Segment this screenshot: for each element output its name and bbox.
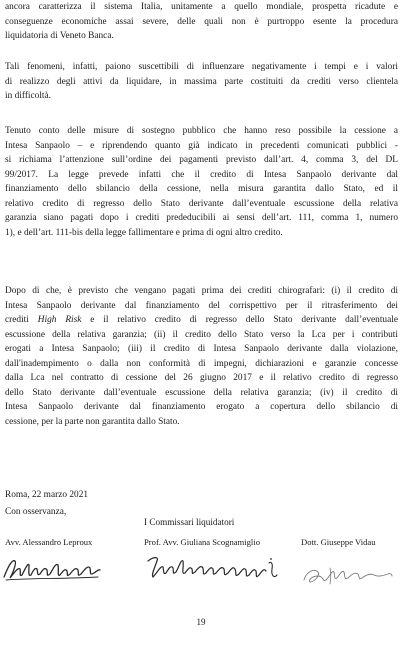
paragraph-line: relativo credito di regresso dello Stato derivante dall’eventuale escussione della relativa	[5, 198, 398, 209]
signatory-name: Prof. Avv. Giuliana Scognamiglio	[144, 537, 261, 547]
paragraph-line: Intesa Sanpaolo derivante dal finanziamento del corrispettivo per il ritrasferimento dei	[5, 300, 398, 311]
signature-scognamiglio	[145, 551, 295, 587]
paragraph-line: Tenuto conto delle misure di sostegno pubblico che hanno reso possibile la cessione a	[5, 126, 398, 136]
paragraph-1	[5, 0, 398, 44]
paragraph-line: garanzia siano pagati dopo i crediti prededucibili ai sensi dell’art. 111, comma 1, numero	[5, 213, 398, 224]
paragraph-line: cessione, per la parte non garantita dallo Stato.	[5, 416, 180, 427]
paragraph-line: 1), e dell’art. 111-bis della legge fallimentare e prima di ogni altro credito.	[5, 227, 283, 238]
paragraph-line: in difficoltà.	[5, 91, 52, 102]
paragraph-line: dall'inadempimento o dalla non conformità di impegni, dichiarazioni e garanzie concesse	[5, 358, 398, 369]
paragraph-line: dalla Lca nel contratto di cessione del 26 giugno 2017 e il relativo credito di regresso	[5, 373, 398, 384]
page-number: 19	[196, 617, 206, 627]
paragraph-2	[5, 60, 398, 104]
emphasis-text: High Risk	[37, 315, 82, 326]
paragraph-line: Tali fenomeni, infatti, paiono suscettibili di influenzare negativamente i tempi e i valori	[5, 62, 398, 72]
signature-leproux	[2, 553, 102, 587]
paragraph-line: Dopo di che, è previsto che vengano pagati prima dei crediti chirografari: (i) il credito di	[5, 286, 398, 296]
paragraph-line: crediti High Risk e il relativo credito di regresso dello Stato derivante dall’eventuale	[5, 315, 398, 326]
signature-vidau	[300, 560, 396, 588]
commissioners-title: I Commissari liquidatori	[144, 517, 235, 527]
paragraph-line: ancora caratterizza il sistema Italia, unitamente a quello mondiale, prospetta ricadute e	[5, 2, 398, 12]
salutation: Con osservanza,	[5, 507, 67, 517]
paragraph-line: conseguenze economiche assai severe, delle quali non è purtroppo esente la procedura	[5, 16, 398, 27]
paragraph-line: dello Stato derivante dall’eventuale escussione della relativa garanzia; (iv) il credito di	[5, 387, 398, 398]
paragraph-line: liquidatoria di Veneto Banca.	[5, 31, 114, 42]
paragraph-line: escussione della relativa garanzia; (ii) il credito dello Stato verso la Lca per i contributi	[5, 329, 398, 340]
signatory-name: Avv. Alessandro Leproux	[5, 537, 93, 547]
date-line: Roma, 22 marzo 2021	[5, 490, 89, 500]
paragraph-line: erogati a Intesa Sanpaolo; (iii) il credito di Intesa Sanpaolo derivante dalla violazione,	[5, 344, 398, 355]
paragraph-line: 99/2017. La legge prevede infatti che il credito di Intesa Sanpaolo derivante dal	[5, 169, 398, 180]
paragraph-line: finanziamento dello sbilancio della cessione, nella misura garantita dallo Stato, ed il	[5, 184, 398, 195]
paragraph-line: Intesa Sanpaolo – e riprendendo quanto già indicato in precedenti comunicati pubblici -	[5, 140, 398, 151]
paragraph-4	[5, 284, 398, 429]
signatory-name: Dott. Giuseppe Vidau	[301, 537, 376, 547]
paragraph-line: si richiama l’attenzione sull’ordine dei pagamenti previsto dall’art. 4, comma 3, del DL	[5, 155, 398, 166]
paragraph-line: di realizzo degli attivi da liquidare, in massima parte costituiti da crediti verso clientela	[5, 76, 398, 87]
paragraph-line: Intesa Sanpaolo derivante dal finanziamento erogato a copertura dello sbilancio di	[5, 402, 398, 413]
paragraph-3	[5, 124, 398, 240]
